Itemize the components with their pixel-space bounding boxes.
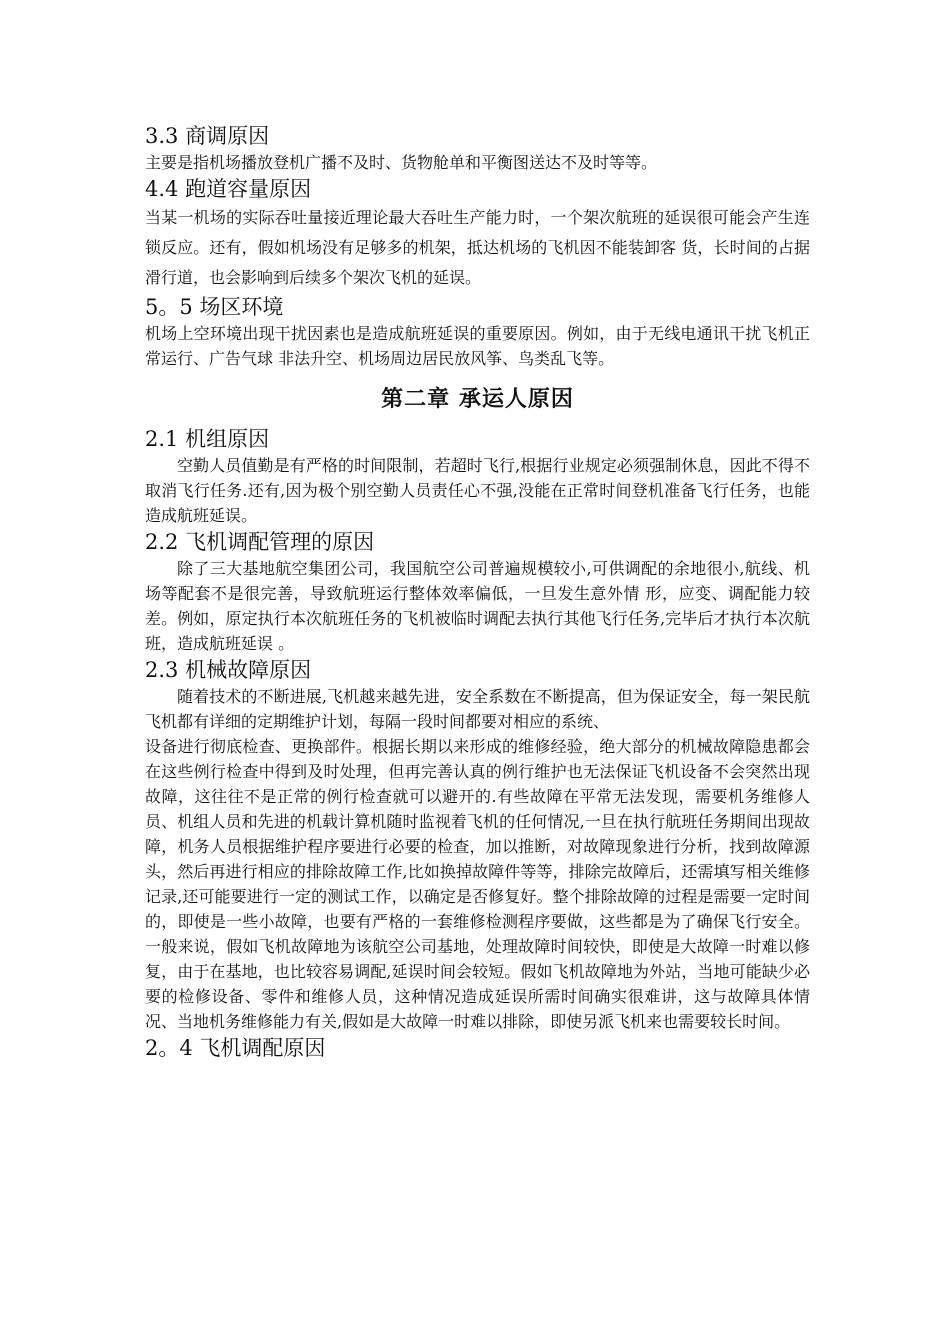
section-paragraph: 主要是指机场播放登机广播不及时、货物舱单和平衡图送达不及时等等。 (145, 153, 658, 172)
section-heading-5-5: 5。5 场区环境 (145, 295, 284, 319)
section-heading-2-2: 2.2 飞机调配管理的原因 (145, 530, 375, 554)
section-paragraph: 机场上空环境出现干扰因素也是造成航班延误的重要原因。例如，由于无线电通讯干扰飞机正常运行、广告气球 非法升空、机场周边居民放风筝、鸟类乱飞等。 (145, 324, 810, 368)
section-heading-2-3: 2.3 机械故障原因 (145, 658, 312, 682)
section-heading-3-3: 3.3 商调原因 (145, 124, 270, 148)
section-paragraph: 当某一机场的实际吞吐量接近理论最大吞吐生产能力时，一个架次航班的延误很可能会产生连锁反应。还有，假如机场没有足够多的机架，抵达机场的飞机因不能装卸客 货，长时间的占据滑行道，也会影响到后续多个架次飞机的延误。 (145, 208, 810, 287)
section-paragraph: 设备进行彻底检查、更换部件。根据长期以来形成的维修经验，绝大部分的机械故障隐患都会在这些例行检查中得到及时处理，但再完善认真的例行维护也无法保证飞机设备不会突然出现故障，这往往不是正常的例行检查就可以避开的.有些故障在平常无法发现，需要机务维修人员、机组人员和先进的机载计算机随时监视着飞机的任何情况,一旦在执行航班任务期间出现故障，机务人员根据维护程序要进行必要的检查，加以推断，对故障现象进行分析，找到故障源头，然后再进行相应的排除故障工作,比如换掉故障件等等，排除完故障后，还需填写相关维修记录,还可能要进行一定的测试工作，以确定是否修复好。整个排除故障的过程是需要一定时间的，即使是一些小故障，也要有严格的一套维修检测程序要做，这些都是为了确保飞行安全。一般来说，假如飞机故障地为该航空公司基地，处理故障时间较快，即使是大故障一时难以修复，由于在基地，也比较容易调配,延误时间会较短。假如飞机故障地为外站，当地可能缺少必要的检修设备、零件和维修人员，这种情况造成延误所需时间确实很难讲，这与故障具体情况、当地机务维修能力有关,假如是大故障一时难以排除，即使另派飞机来也需要较长时间。 (145, 737, 810, 1031)
section-heading-2-4: 2。4 飞机调配原因 (145, 1036, 326, 1060)
section-heading-2-1: 2.1 机组原因 (145, 427, 270, 451)
chapter-title: 第二章 承运人原因 (381, 387, 574, 412)
section-paragraph: 随着技术的不断进展,飞机越来越先进，安全系数在不断提高，但为保证安全，每一架民航飞机都有详细的定期维护计划，每隔一段时间都要对相应的系统、 (145, 687, 810, 731)
section-paragraph: 除了三大基地航空集团公司，我国航空公司普遍规模较小,可供调配的余地很小,航线、机场等配套不是很完善，导致航班运行整体效率偏低，一旦发生意外情 形，应变、调配能力较差。例如，原定执行本次航班任务的飞机被临时调配去执行其他飞行任务,完毕后才执行本次航班，造成航班延误 。 (145, 559, 810, 653)
section-paragraph: 空勤人员值勤是有严格的时间限制，若超时飞行,根据行业规定必须强制休息，因此不得不取消飞行任务.还有,因为极个别空勤人员责任心不强,没能在正常时间登机准备飞行任务，也能造成航班延误。 (145, 456, 810, 525)
document-body (145, 122, 810, 1062)
section-heading-4-4: 4.4 跑道容量原因 (145, 177, 312, 201)
